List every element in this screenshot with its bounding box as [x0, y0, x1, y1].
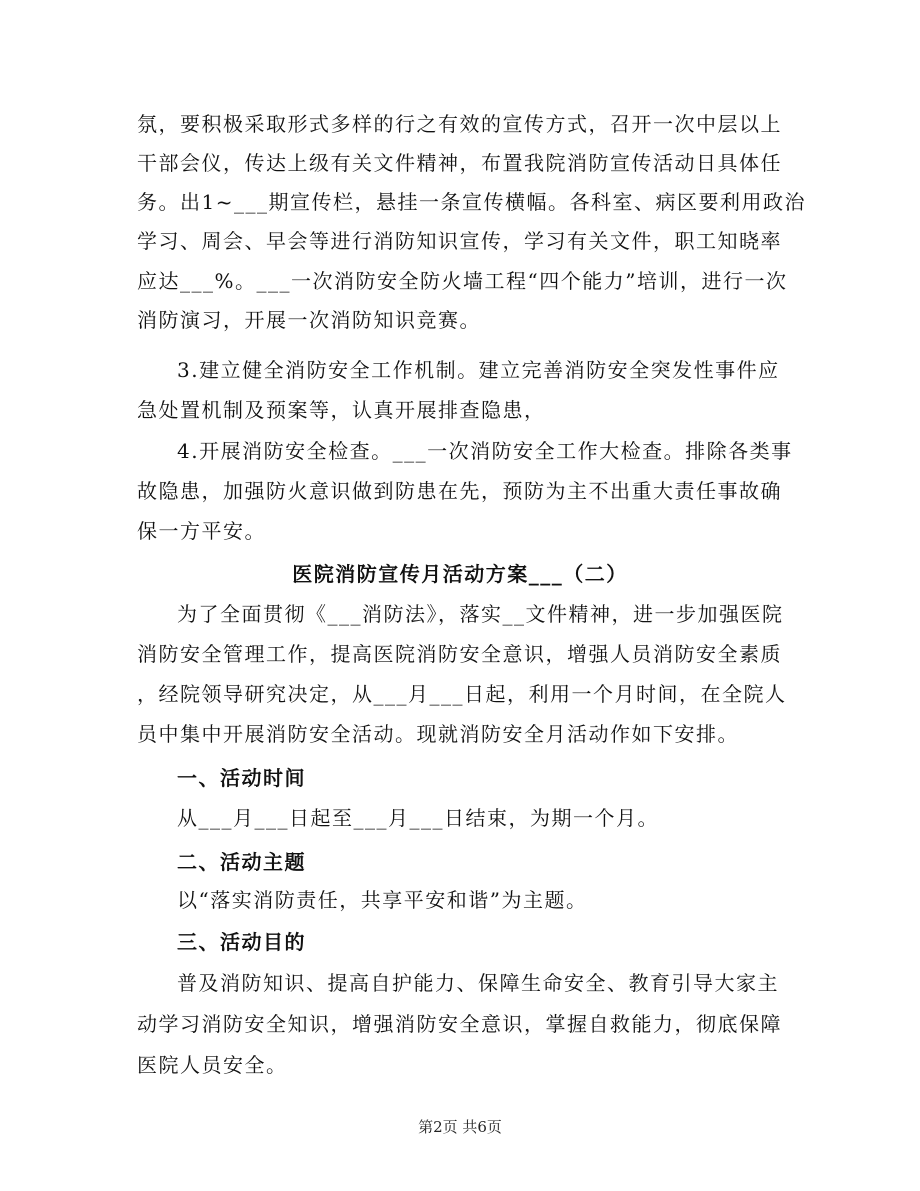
paragraph-line: 急处置机制及预案等，认真开展排查隐患， — [137, 398, 546, 422]
paragraph-line: 学习、周会、早会等进行消防知识宣传，学习有关文件，职工知晓率 — [137, 229, 782, 253]
paragraph-line: 医院人员安全。 — [137, 1053, 288, 1077]
paragraph-line: 以“落实消防责任，共享平安和谐”为主题。 — [177, 888, 588, 912]
paragraph-line: 消防演习，开展一次消防知识竞赛。 — [137, 308, 481, 332]
heading-activity-theme: 二、活动主题 — [177, 850, 306, 874]
heading-activity-time: 一、活动时间 — [177, 766, 306, 790]
page-number-footer: 第2页 共6页 — [418, 1118, 502, 1136]
paragraph-line: 从___月___日起至___月___日结束，为期一个月。 — [177, 806, 659, 830]
paragraph-line: 氛，要积极采取形式多样的行之有效的宣传方式，召开一次中层以上 — [137, 112, 782, 136]
paragraph-line: 故隐患，加强防火意识做到防患在先，预防为主不出重大责任事故确 — [137, 479, 782, 503]
paragraph-line: 3.建立健全消防安全工作机制。建立完善消防安全突发性事件应 — [177, 358, 780, 382]
paragraph-line: 为了全面贯彻《___消防法》，落实__文件精神，进一步加强医院 — [177, 602, 784, 626]
paragraph-line: 务。出1~___期宣传栏，悬挂一条宣传横幅。各科室、病区要利用政治 — [137, 190, 806, 214]
paragraph-line: 员中集中开展消防安全活动。现就消防安全月活动作如下安排。 — [137, 722, 739, 746]
paragraph-line: 4.开展消防安全检查。___一次消防安全工作大检查。排除各类事 — [177, 439, 793, 463]
paragraph-line: ，经院领导研究决定，从___月___日起，利用一个月时间，在全院人 — [137, 682, 787, 706]
paragraph-line: 普及消防知识、提高自护能力、保障生命安全、教育引导大家主 — [177, 971, 779, 995]
paragraph-line: 应达___%。___一次消防安全防火墙工程“四个能力”培训，进行一次 — [137, 269, 788, 293]
paragraph-line: 动学习消防安全知识，增强消防安全意识，掌握自救能力，彻底保障 — [137, 1012, 782, 1036]
section-title: 医院消防宣传月活动方案___（二） — [292, 562, 628, 586]
heading-activity-purpose: 三、活动目的 — [177, 930, 306, 954]
paragraph-line: 消防安全管理工作，提高医院消防安全意识，增强人员消防安全素质 — [137, 642, 782, 666]
paragraph-line: 干部会仪，传达上级有关文件精神，布置我院消防宣传活动日具体任 — [137, 151, 782, 175]
paragraph-line: 保一方平安。 — [137, 519, 266, 543]
